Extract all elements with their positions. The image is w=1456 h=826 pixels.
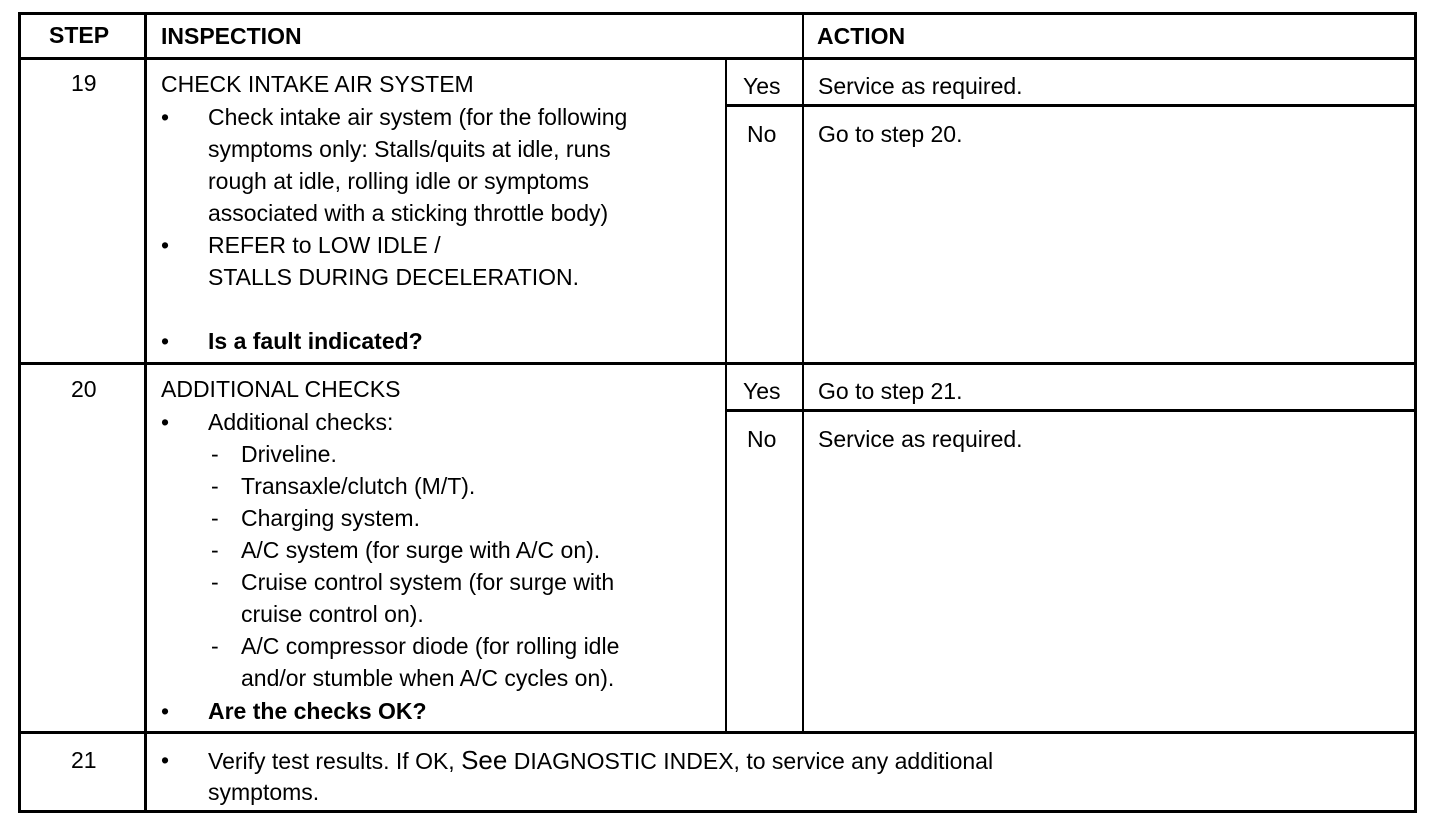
inspection-text: REFER to LOW IDLE / xyxy=(208,232,441,258)
inspection-title: CHECK INTAKE AIR SYSTEM xyxy=(161,71,474,97)
action-no: Service as required. xyxy=(818,426,1023,452)
sub-item: Charging system. xyxy=(241,505,420,531)
divider-step xyxy=(144,15,147,810)
sub-item: A/C compressor diode (for rolling idle xyxy=(241,633,620,659)
divider-row-19-20 xyxy=(21,362,1414,365)
header-step: STEP xyxy=(49,22,110,48)
answer-yes: Yes xyxy=(743,73,781,99)
bullet-icon: • xyxy=(161,747,170,773)
see-reference: See xyxy=(461,745,508,775)
sub-item: Driveline. xyxy=(241,441,337,467)
dash-icon: - xyxy=(211,633,219,659)
sub-item: Transaxle/clutch (M/T). xyxy=(241,473,476,499)
divider-yes-no-20 xyxy=(725,409,1414,412)
inspection-text: Check intake air system (for the following xyxy=(208,104,628,130)
inspection-text: STALLS DURING DECELERATION. xyxy=(208,264,580,290)
answer-no: No xyxy=(747,121,777,147)
bullet-icon: • xyxy=(161,104,170,130)
verify-text-b: DIAGNOSTIC INDEX, to service any additional xyxy=(507,748,994,774)
divider-action xyxy=(802,15,804,733)
divider-yes-no-19 xyxy=(725,104,1414,107)
bullet-icon: • xyxy=(161,698,170,724)
bullet-icon: • xyxy=(161,232,170,258)
sub-item: and/or stumble when A/C cycles on). xyxy=(241,665,615,691)
divider-header xyxy=(21,57,1414,60)
bullet-icon: • xyxy=(161,409,170,435)
header-action: ACTION xyxy=(817,23,906,49)
dash-icon: - xyxy=(211,537,219,563)
action-yes: Service as required. xyxy=(818,73,1023,99)
action-yes: Go to step 21. xyxy=(818,378,963,404)
sub-item: cruise control on). xyxy=(241,601,424,627)
step-number: 20 xyxy=(71,376,97,402)
diagnostic-table xyxy=(18,12,1417,813)
inspection-text: rough at idle, rolling idle or symptoms xyxy=(208,168,589,194)
dash-icon: - xyxy=(211,569,219,595)
inspection-question: Is a fault indicated? xyxy=(208,328,423,354)
dash-icon: - xyxy=(211,441,219,467)
step-number: 21 xyxy=(71,747,97,773)
inspection-text: Additional checks: xyxy=(208,409,394,435)
bullet-icon: • xyxy=(161,328,170,354)
header-inspection: INSPECTION xyxy=(161,23,302,49)
verify-text-line2: symptoms. xyxy=(208,779,320,805)
verify-text xyxy=(208,744,993,777)
sub-item: Cruise control system (for surge with xyxy=(241,569,615,595)
step-number: 19 xyxy=(71,70,97,96)
dash-icon: - xyxy=(211,505,219,531)
verify-text-a: Verify test results. If OK, xyxy=(208,748,462,774)
dash-icon: - xyxy=(211,473,219,499)
sub-item: A/C system (for surge with A/C on). xyxy=(241,537,601,563)
divider-row-20-21 xyxy=(21,731,1414,734)
inspection-question: Are the checks OK? xyxy=(208,698,427,724)
answer-no: No xyxy=(747,426,777,452)
inspection-text: associated with a sticking throttle body) xyxy=(208,200,609,226)
divider-yesno-left-20 xyxy=(725,365,727,733)
answer-yes: Yes xyxy=(743,378,781,404)
inspection-title: ADDITIONAL CHECKS xyxy=(161,376,401,402)
inspection-text: symptoms only: Stalls/quits at idle, runs xyxy=(208,136,611,162)
action-no: Go to step 20. xyxy=(818,121,963,147)
